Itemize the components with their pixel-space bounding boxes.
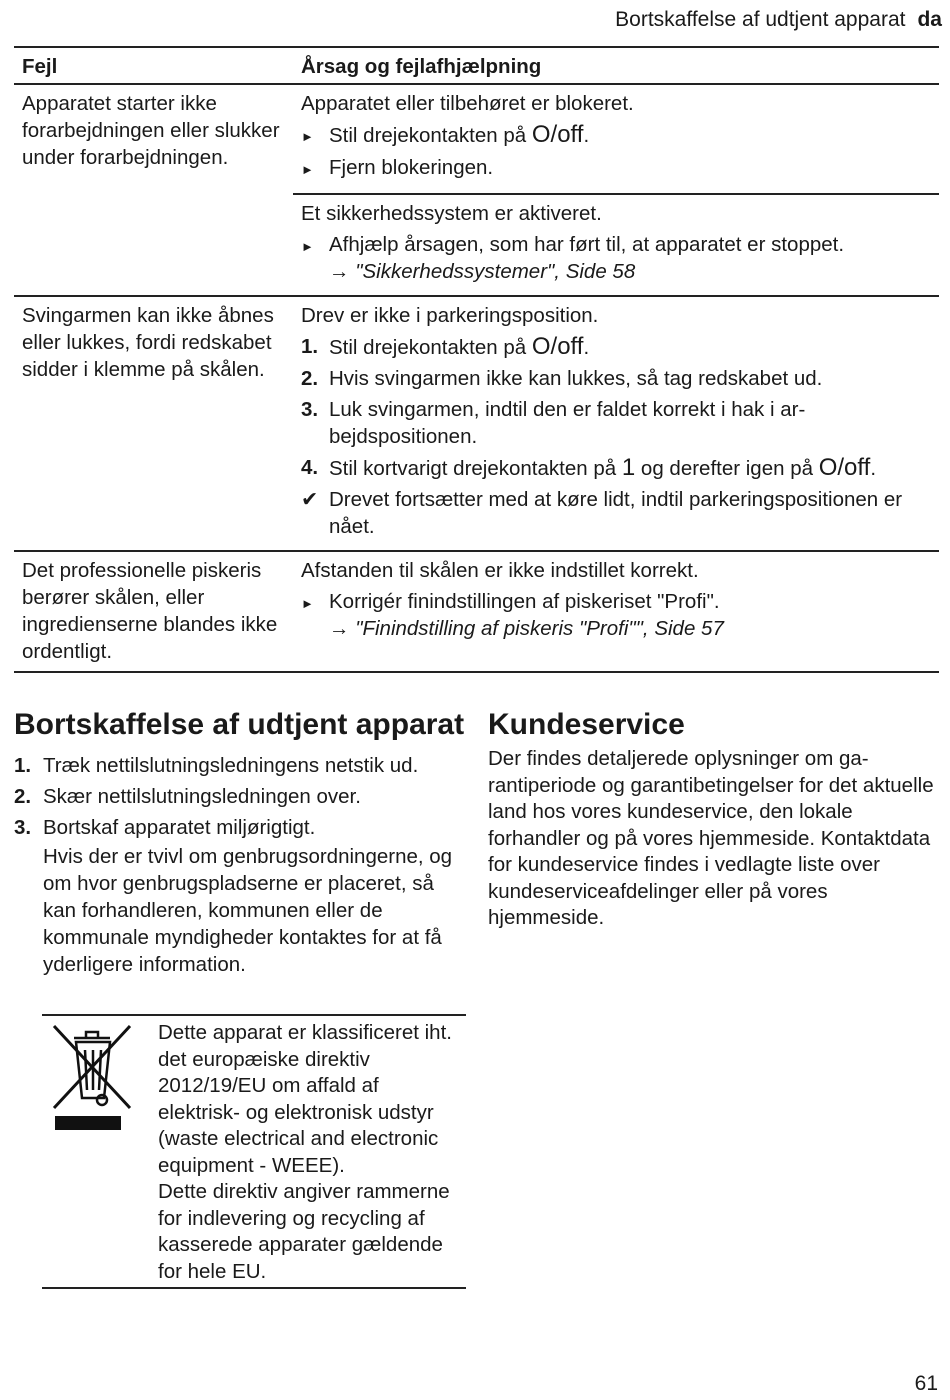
step-item bbox=[301, 231, 931, 285]
fault-cell: Apparatet starter ikke forarbejdningen eller slukker under forarbejdningen. bbox=[14, 84, 293, 296]
position-1-symbol: 1 bbox=[621, 454, 636, 481]
triangle-bullet-icon: ► bbox=[301, 129, 314, 144]
step-text: Stil drejekontakten på O/off. bbox=[329, 121, 590, 148]
step-text: Fjern blokeringen. bbox=[329, 156, 494, 179]
off-symbol: O/off bbox=[531, 121, 584, 148]
cause-cell bbox=[293, 84, 939, 194]
triangle-bullet-icon: ► bbox=[301, 239, 314, 254]
col-header-cause: Årsag og fejlafhjælpning bbox=[293, 47, 939, 84]
fault-cell: Svingarmen kan ikke åbnes eller lukkes, fordi redskabet sidder i klemme på skålen. bbox=[14, 296, 293, 551]
weee-text: Dette apparat er klassificeret iht. det europæiske direktiv 2012/19/EU om affald af elektrisk- og elektronisk udstyr (waste electrical and electronic equipment - WEEE). bbox=[158, 1021, 452, 1177]
cause-cell bbox=[293, 194, 939, 296]
cross-reference: → "Sikkerhedssystemer", Side 58 bbox=[329, 260, 636, 283]
numbered-step: 2. Hvis svingarmen ikke kan lukkes, så tag redskabet ud. bbox=[301, 367, 823, 390]
cause-cell bbox=[293, 296, 939, 551]
step-text: Korrigér finindstillingen af piskeriset "Profi". bbox=[329, 590, 720, 613]
weee-notice bbox=[42, 1014, 466, 1289]
header-section: Bortskaffelse af udtjent apparat bbox=[615, 8, 906, 31]
service-heading: Kundeservice bbox=[488, 708, 685, 741]
table-row bbox=[14, 84, 939, 194]
page-number: 61 bbox=[914, 1372, 938, 1395]
step-text: Afhjælp årsagen, som har ført til, at apparatet er stoppet. bbox=[329, 233, 845, 256]
fault-cell: Det professionelle piskeris berører skålen, eller ingredienserne blandes ikke ordentligt. bbox=[14, 551, 293, 672]
col-header-fault: Fejl bbox=[14, 47, 293, 84]
service-text: Der findes detaljerede oplysninger om garantiperiode og garantibetingelser for det aktuelle land hos vores kundeservice, den lokale forhandler og på vores hjemmeside. Kontaktdata for kundeservice findes i vedlagte liste over kundeserviceafdelinger eller på vores hjemmeside. bbox=[488, 747, 934, 929]
cross-reference: → "Finindstilling af piskeris "Profi"", Side 57 bbox=[329, 617, 724, 640]
off-symbol: O/off bbox=[531, 333, 584, 360]
triangle-bullet-icon: ► bbox=[301, 596, 314, 611]
off-symbol: O/off bbox=[818, 454, 871, 481]
table-header-row bbox=[14, 47, 939, 84]
numbered-step: 3. Bortskaf apparatet miljørigtigt. bbox=[14, 816, 316, 839]
disposal-heading: Bortskaffelse af udtjent apparat bbox=[14, 708, 465, 741]
step-item bbox=[301, 588, 931, 642]
disposal-section bbox=[14, 752, 466, 978]
step-item bbox=[301, 154, 931, 183]
numbered-step: 1. Træk nettilslutningsledningens netstik ud. bbox=[14, 754, 419, 777]
troubleshooting-table bbox=[14, 46, 939, 673]
weee-text: Dette direktiv angiver rammerne for indlevering og recycling af kasserede apparater gældende for hele EU. bbox=[158, 1180, 450, 1283]
cause-cell bbox=[293, 551, 939, 672]
crossed-out-wheelie-bin-icon bbox=[42, 1020, 158, 1285]
cause-text: Afstanden til skålen er ikke indstillet korrekt. bbox=[301, 559, 699, 582]
step-item bbox=[301, 121, 931, 150]
table-row bbox=[14, 296, 939, 551]
cause-text: Apparatet eller tilbehøret er blokeret. bbox=[301, 92, 634, 115]
triangle-bullet-icon: ► bbox=[301, 162, 314, 177]
cause-text: Drev er ikke i parkeringsposition. bbox=[301, 304, 599, 327]
table-row bbox=[14, 551, 939, 672]
numbered-step: 2. Skær nettilslutningsledningen over. bbox=[14, 785, 361, 808]
disposal-paragraph: Hvis der er tvivl om genbrugsordningerne, og om hvor genbrugspladserne er placeret, så kan forhandleren, kommunen eller de kommunale myndigheder kontaktes for at få yderligere information. bbox=[43, 845, 453, 976]
checkmark-icon: ✔ bbox=[301, 488, 319, 511]
numbered-step: 1. Stil drejekontakten på O/off. bbox=[301, 333, 590, 360]
numbered-step: 4. Stil kortvarigt drejekontakten på 1 og derefter igen på O/off. bbox=[301, 454, 877, 481]
running-header bbox=[615, 8, 942, 32]
result-item: ✔ Drevet fortsætter med at køre lidt, indtil parkeringspositionen er nået. bbox=[301, 488, 903, 538]
numbered-step: 3. Luk svingarmen, indtil den er faldet korrekt i hak i arbejdspositionen. bbox=[301, 398, 806, 448]
cause-text: Et sikkerhedssystem er aktiveret. bbox=[301, 202, 602, 225]
header-lang: da bbox=[917, 8, 942, 31]
